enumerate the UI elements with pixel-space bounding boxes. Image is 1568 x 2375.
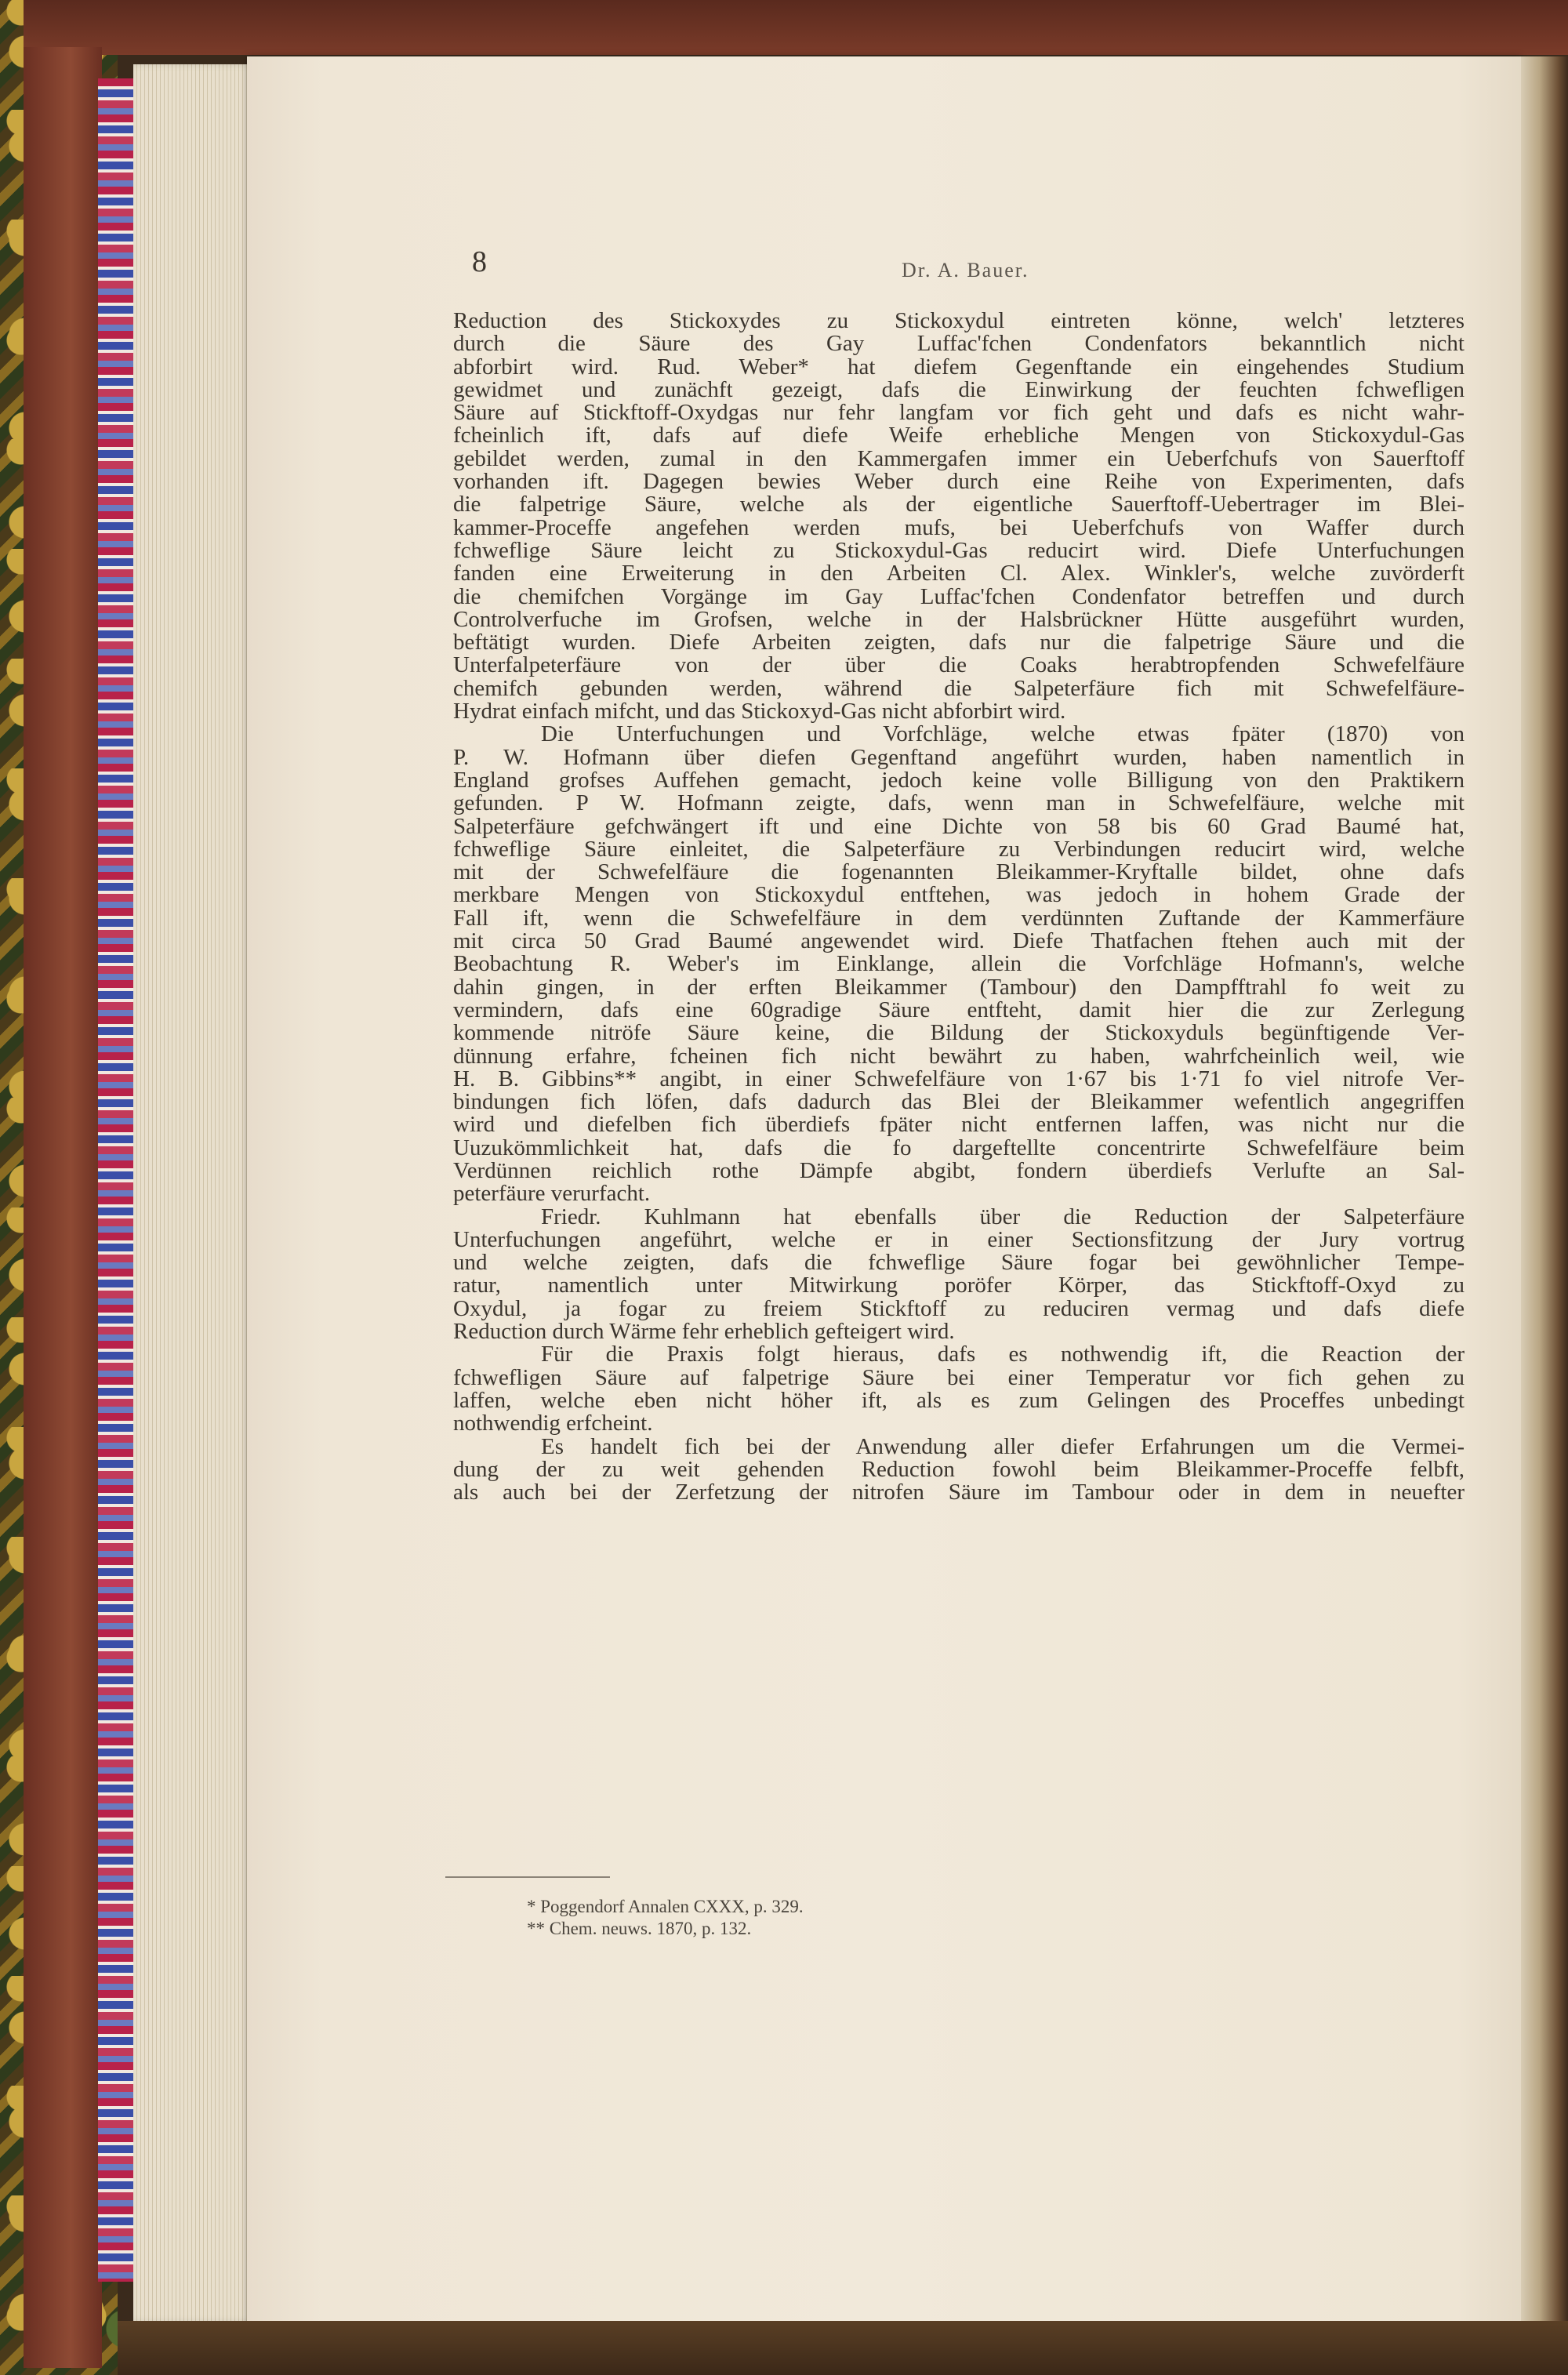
running-head: Dr. A. Bauer.: [902, 259, 1029, 281]
text-line: Oxydul, ja fogar zu freiem Stickftoff zu reduciren vermag und dafs diefe: [453, 1297, 1465, 1321]
text-line: fchweflige Säure leicht zu Stickoxydul-Gas reducirt wird. Diefe Unterfuchungen: [453, 539, 1465, 563]
text-line: bindungen fich löfen, dafs dadurch das Blei der Bleikammer wefentlich angegriffen: [453, 1091, 1465, 1114]
text-line: Unterfuchungen angeführt, welche er in einer Sectionsfitzung der Jury vortrug: [453, 1228, 1465, 1252]
text-line: kammer-Proceffe angefehen werden mufs, bei Ueberfchufs von Waffer durch: [453, 516, 1465, 539]
text-line: dung der zu weit gehenden Reduction fowohl beim Bleikammer-Proceffe felbft,: [453, 1458, 1465, 1482]
text-line: H. B. Gibbins** angibt, in einer Schwefelfäure von 1·67 bis 1·71 fo viel nitrofe Ver-: [453, 1067, 1465, 1091]
text-line: Unterfalpeterfäure von der über die Coaks herabtropfenden Schwefelfäure: [453, 654, 1465, 677]
text-line: die chemifchen Vorgänge im Gay Luffac'fchen Condenfator betreffen und durch: [453, 585, 1465, 608]
text-line: Hydrat einfach mifcht, und das Stickoxyd-Gas nicht abforbirt wird.: [453, 700, 1066, 724]
text-line: Friedr. Kuhlmann hat ebenfalls über die Reduction der Salpeterfäure: [541, 1205, 1465, 1229]
text-line: vermindern, dafs eine 60gradige Säure entfteht, damit hier die zur Zerlegung: [453, 998, 1465, 1022]
text-line: peterfäure verurfacht.: [453, 1182, 651, 1206]
text-line: und welche zeigten, dafs die fchweflige Säure fogar bei gewöhnlicher Tempe-: [453, 1251, 1465, 1275]
text-line: Reduction des Stickoxydes zu Stickoxydul eintreten könne, welch' letzteres: [453, 310, 1465, 333]
text-line: Die Unterfuchungen und Vorfchläge, welche etwas fpäter (1870) von: [541, 723, 1465, 746]
text-line: dünnung erfahre, fcheinen fich nicht bewährt zu haben, wahrfcheinlich weil, wie: [453, 1044, 1465, 1068]
text-line: gefunden. P W. Hofmann zeigte, dafs, wenn man in Schwefelfäure, welche mit: [453, 792, 1465, 815]
text-line: mit circa 50 Grad Baumé angewendet wird. Diefe Thatfachen ftehen auch mit der: [453, 930, 1465, 953]
page-number: 8: [472, 245, 487, 278]
text-line: abforbirt wird. Rud. Weber* hat diefem Gegenftande ein eingehendes Studium: [453, 355, 1465, 379]
text-line: Salpeterfäure gefchwängert ift und eine Dichte von 58 bis 60 Grad Baumé hat,: [453, 815, 1465, 838]
text-line: mit der Schwefelfäure die fogenannten Bleikammer-Kryftalle bildet, ohne dafs: [453, 861, 1465, 884]
text-line: fchwefligen Säure auf falpetrige Säure bei einer Temperatur vor fich gehen zu: [453, 1366, 1465, 1389]
text-line: Säure auf Stickftoff-Oxydgas nur fehr langfam vor fich geht und dafs es nicht wahr-: [453, 401, 1465, 425]
text-line: wird und diefelben fich überdiefs fpäter nicht entfernen laffen, was nicht nur die: [453, 1113, 1465, 1137]
text-line: Controlverfuche im Grofsen, welche in der Halsbrückner Hütte ausgeführt wurden,: [453, 608, 1465, 632]
text-line: gebildet werden, zumal in den Kammergafen immer ein Ueberfchufs von Sauerftoff: [453, 447, 1465, 471]
text-line: die falpetrige Säure, welche als der eigentliche Sauerftoff-Uebertrager im Blei-: [453, 493, 1465, 517]
text-line: gewidmet und zunächft gezeigt, dafs die Einwirkung der feuchten fchwefligen: [453, 378, 1465, 402]
text-line: merkbare Mengen von Stickoxydul entftehen, was jedoch in hohem Grade der: [453, 884, 1465, 907]
text-line: als auch bei der Zerfetzung der nitrofen Säure im Tambour oder in dem in neuefter: [453, 1481, 1465, 1505]
text-line: chemifch gebunden werden, während die Salpeterfäure fich mit Schwefelfäure-: [453, 677, 1465, 701]
footnote-rule: [445, 1876, 610, 1878]
text-line: fchweflige Säure einleitet, die Salpeterfäure zu Verbindungen reducirt wird, welche: [453, 837, 1465, 862]
text-line: Fall ift, wenn die Schwefelfäure in dem verdünnten Zuftande der Kammerfäure: [453, 906, 1465, 931]
text-line: Beobachtung R. Weber's im Einklange, allein die Vorfchläge Hofmann's, welche: [453, 953, 1465, 976]
text-line: beftätigt wurden. Diefe Arbeiten zeigten, dafs nur die falpetrige Säure und die: [453, 631, 1465, 655]
text-line: Es handelt fich bei der Anwendung aller diefer Erfahrungen um die Vermei-: [541, 1435, 1465, 1458]
text-line: Reduction durch Wärme fehr erheblich gefteigert wird.: [453, 1320, 955, 1344]
text-line: laffen, welche eben nicht höher ift, als es zum Gelingen des Proceffes unbedingt: [453, 1389, 1465, 1413]
text-line: fanden eine Erweiterung in den Arbeiten Cl. Alex. Winkler's, welche zuvörderft: [453, 562, 1465, 586]
text-line: dahin gingen, in der erften Bleikammer (Tambour) den Dampfftrahl fo weit zu: [453, 975, 1465, 999]
body-text: [453, 310, 1465, 1504]
footnote-2: ** Chem. neuws. 1870, p. 132.: [527, 1919, 752, 1938]
footnotes: [527, 1896, 804, 1940]
text-line: nothwendig erfcheint.: [453, 1412, 653, 1436]
text-line: durch die Säure des Gay Luffac'fchen Condenfators bekanntlich nicht: [453, 332, 1465, 356]
text-line: Uuzukömmlichkeit hat, dafs die fo dargeftellte concentrirte Schwefelfäure beim: [453, 1136, 1465, 1160]
text-line: fcheinlich ift, dafs auf diefe Weife erhebliche Mengen von Stickoxydul-Gas: [453, 424, 1465, 448]
text-line: England grofses Auffehen gemacht, jedoch keine volle Billigung von den Praktikern: [453, 768, 1465, 793]
text-line: Für die Praxis folgt hieraus, dafs es nothwendig ift, die Reaction der: [541, 1343, 1465, 1367]
text-line: kommende nitröfe Säure keine, die Bildung der Stickoxyduls begünftigende Ver-: [453, 1022, 1465, 1045]
text-line: vorhanden ift. Dagegen bewies Weber durch eine Reihe von Experimenten, dafs: [453, 470, 1465, 494]
text-line: ratur, namentlich unter Mitwirkung poröfer Körper, das Stickftoff-Oxyd zu: [453, 1274, 1465, 1298]
text-line: P. W. Hofmann über diefen Gegenftand angeführt wurden, haben namentlich in: [453, 746, 1465, 769]
footnote-1: * Poggendorf Annalen CXXX, p. 329.: [527, 1897, 804, 1916]
text-line: Verdünnen reichlich rothe Dämpfe abgibt, fondern überdiefs Verlufte an Sal-: [453, 1159, 1465, 1183]
